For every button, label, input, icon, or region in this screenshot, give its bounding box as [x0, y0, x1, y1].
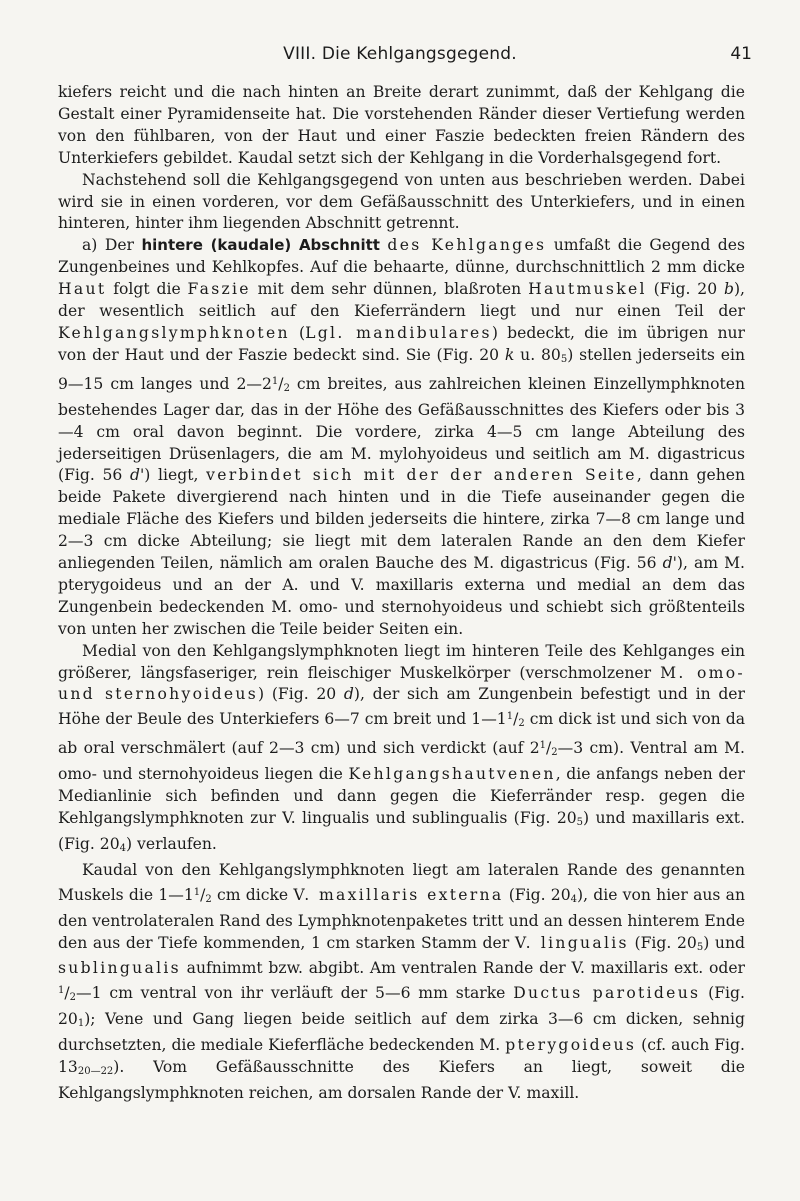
- figure-letter: d': [130, 466, 145, 485]
- fraction-numerator: 1: [193, 886, 201, 898]
- paragraph-5: [58, 860, 745, 1105]
- spaced-term: Faszie: [187, 280, 251, 299]
- fraction-slash: /: [546, 739, 552, 758]
- text-run: a) Der: [82, 236, 142, 255]
- figure-index: 1: [77, 1018, 85, 1030]
- spaced-term: sublingualis: [58, 959, 181, 978]
- fraction-slash: /: [278, 374, 284, 393]
- spaced-term: Kehlgangslymphknoten: [58, 323, 290, 342]
- spaced-term: des Kehlganges: [387, 236, 547, 255]
- text-run: ); Vene und Gang liegen beide seitlich auf dem zirka 3—6 cm dicken, sehnig durchsetzten, die mediale Kieferfläche bedeckenden M.: [58, 1010, 745, 1055]
- text-run: mit dem sehr dünnen, blaßroten: [250, 280, 529, 299]
- section-heading: hintere (kaudale) Abschnitt: [141, 236, 380, 255]
- text-run: ), am M. pterygoideus und an der A. und V. maxillaris externa und medial an dem das Zungenbein bedeckenden M. omo- und sternohyoideus und schiebt sich größtenteils von unten her zwischen die Teile beider Seiten ein.: [58, 554, 745, 638]
- text-run: , dann gehen beide Pakete divergierend nach hinten und in die Tiefe auseinander gegen die mediale Fläche des Kiefers und bilden jederseits die hintere, zirka 7—8 cm lange und 2—3 cm dicke Abteilung; sie liegt mit dem lateralen Rande an den dem Kiefer anliegenden Teilen, nämlich am oralen Bauche des M. digastricus (Fig. 56: [58, 466, 746, 573]
- spaced-term: V. maxillaris externa: [293, 885, 504, 904]
- page-number: 41: [730, 44, 752, 64]
- spaced-term: M. omo- und sternohyoideus: [58, 663, 745, 704]
- page-header: [0, 38, 800, 68]
- fraction-denominator: 2: [69, 992, 77, 1004]
- text-run: (Fig. 20: [646, 280, 724, 299]
- figure-index: 4: [119, 842, 127, 854]
- spaced-term: verbindet sich mit der der anderen Seite: [206, 466, 637, 485]
- fraction-numerator: 1: [58, 985, 65, 997]
- text-run: umfaßt die Gegend des Zungenbeines und Kehlkopfes. Auf die behaarte, dünne, durchschnittlich 2 mm dicke: [58, 236, 745, 277]
- spaced-term: Lgl. mandibulares: [305, 323, 492, 342]
- fraction-numerator: 1: [271, 375, 279, 387]
- figure-letter: b: [723, 280, 734, 299]
- spaced-term: Kehlgangshautvenen: [348, 765, 556, 784]
- text-run: u. 80: [514, 345, 561, 364]
- figure-letter: d': [662, 554, 677, 573]
- text-run: , die anfangs neben der Medianlinie sich befinden und dann gegen die Kieferränder resp. gegen die Kehlgangslymphknoten zur V. lingualis und sublingualis (Fig. 20: [58, 765, 745, 827]
- fraction-denominator: 2: [283, 382, 290, 394]
- figure-index: 5: [696, 941, 704, 953]
- figure-index: 4: [570, 893, 577, 905]
- text-run: aufnimmt bzw. abgibt. Am ventralen Rande der V. maxillaris ext. oder: [180, 959, 745, 978]
- spaced-term: pterygoideus: [505, 1036, 637, 1055]
- figure-index: 5: [576, 817, 584, 828]
- fraction-denominator: 2: [518, 718, 525, 730]
- fraction-slash: /: [200, 885, 206, 904]
- text-run: (cf. auch Fig. 13: [58, 1036, 745, 1077]
- text-run: cm dicke: [211, 885, 294, 904]
- text-run: folgt die: [106, 280, 188, 299]
- text-run: (Fig. 20: [58, 984, 745, 1029]
- text-run: ). Vom Gefäßausschnitte des Kiefers an liegt, soweit die Kehlgangslymphknoten reichen, am dorsalen Rande der V. maxill.: [58, 1058, 745, 1102]
- fraction-numerator: 1: [506, 711, 514, 723]
- text-run: (Fig. 20: [503, 885, 571, 904]
- fraction-denominator: 2: [551, 747, 558, 759]
- fraction-slash: /: [513, 710, 519, 729]
- text-run: Medial von den Kehlgangslymphknoten liegt im hinteren Teile des Kehlganges ein größerer, längsfaseriger, rein fleischiger Muskelkörper (verschmolzener: [58, 641, 745, 682]
- text-run: ), die von hier aus an den ventrolateralen Rand des Lymphknotenpaketes tritt und an dessen hinterem Ende den aus der Tiefe kommenden, 1 cm starken Stamm der: [58, 885, 745, 952]
- spaced-term: Haut: [58, 280, 107, 299]
- text-run: —3 cm). Ventral am M. omo- und sternohyoideus liegen die: [58, 739, 745, 784]
- text-run: ) bedeckt, die im übrigen nur von der Haut und der Faszie bedeckt sind. Sie (Fig. 20: [58, 323, 745, 364]
- fraction-denominator: 2: [205, 893, 212, 905]
- text-run: ) und: [703, 933, 745, 952]
- text-run: ) verlaufen.: [126, 834, 217, 853]
- fraction-numerator: 1: [539, 740, 547, 752]
- figure-letter: k: [504, 345, 515, 364]
- paragraph-1: kiefers reicht und die nach hinten an Breite derart zunimmt, daß der Kehlgang die Gestalt einer Pyramidenseite hat. Die vorstehenden Ränder dieser Vertiefung werden von den fühlbaren, von der Haut und einer Faszie bedeckten freien Rändern des Unterkiefers gebildet. Kaudal setzt sich der Kehlgang in die Vorderhalsgegend fort.: [58, 83, 745, 167]
- body-text: [58, 82, 745, 1105]
- spaced-term: Hautmuskel: [528, 280, 647, 299]
- text-run: cm dick ist und sich von da ab oral verschmälert (auf 2—3 cm) und sich verdickt (auf 2: [58, 710, 746, 758]
- paragraph-4: [58, 641, 745, 860]
- text-run: Kaudal von den Kehlgangslymphknoten liegt am lateralen Rande des genannten Muskels die 1—1: [58, 860, 745, 904]
- text-run: ) (Fig. 20: [258, 685, 344, 704]
- text-run: ), der wesentlich seitlich auf den Kieferrändern liegt und nur einen Teil der: [58, 280, 745, 321]
- figure-index: 20—22: [77, 1066, 114, 1078]
- text-run: ) stellen jederseits ein 9—15 cm langes und 2—2: [58, 345, 746, 393]
- running-head: VIII. Die Kehlgangsgegend.: [283, 44, 517, 64]
- figure-index: 5: [560, 353, 568, 365]
- paragraph-2: Nachstehend soll die Kehlgangsgegend von unten aus beschrieben werden. Dabei wird sie in einen vorderen, vor dem Gefäßausschnitt des Unterkiefers, und in einen hinteren, hinter ihm liegenden Abschnitt getrennt.: [58, 170, 745, 233]
- text-run: (Fig. 20: [628, 933, 697, 952]
- text-run: cm breites, aus zahlreichen kleinen Einzellymphknoten bestehendes Lager dar, das in der Höhe des Gefäßausschnittes des Kiefers oder bis 3—4 cm oral davon beginnt. Die vordere, zirka 4—5 cm lange Abteilung des jederseitigen Drüsenlagers, die am M. mylohyoideus und seitlich am M. digastricus (Fig. 56: [58, 374, 745, 485]
- paragraph-3: [58, 235, 745, 640]
- figure-letter: d: [343, 685, 354, 704]
- fraction-slash: /: [64, 984, 70, 1003]
- text-run: ) und maxillaris ext. (Fig. 20: [58, 809, 745, 853]
- text-run: (: [289, 323, 306, 342]
- text-run: —1 cm ventral von ihr verläuft der 5—6 mm starke: [76, 984, 514, 1003]
- text-run: ), der sich am Zungenbein befestigt und in der Höhe der Beule des Unterkiefers 6—7 cm breit und 1—1: [58, 685, 745, 729]
- text-run: ) liegt,: [144, 466, 207, 485]
- spaced-term: Ductus parotideus: [513, 984, 701, 1003]
- spaced-term: V. lingualis: [514, 933, 629, 952]
